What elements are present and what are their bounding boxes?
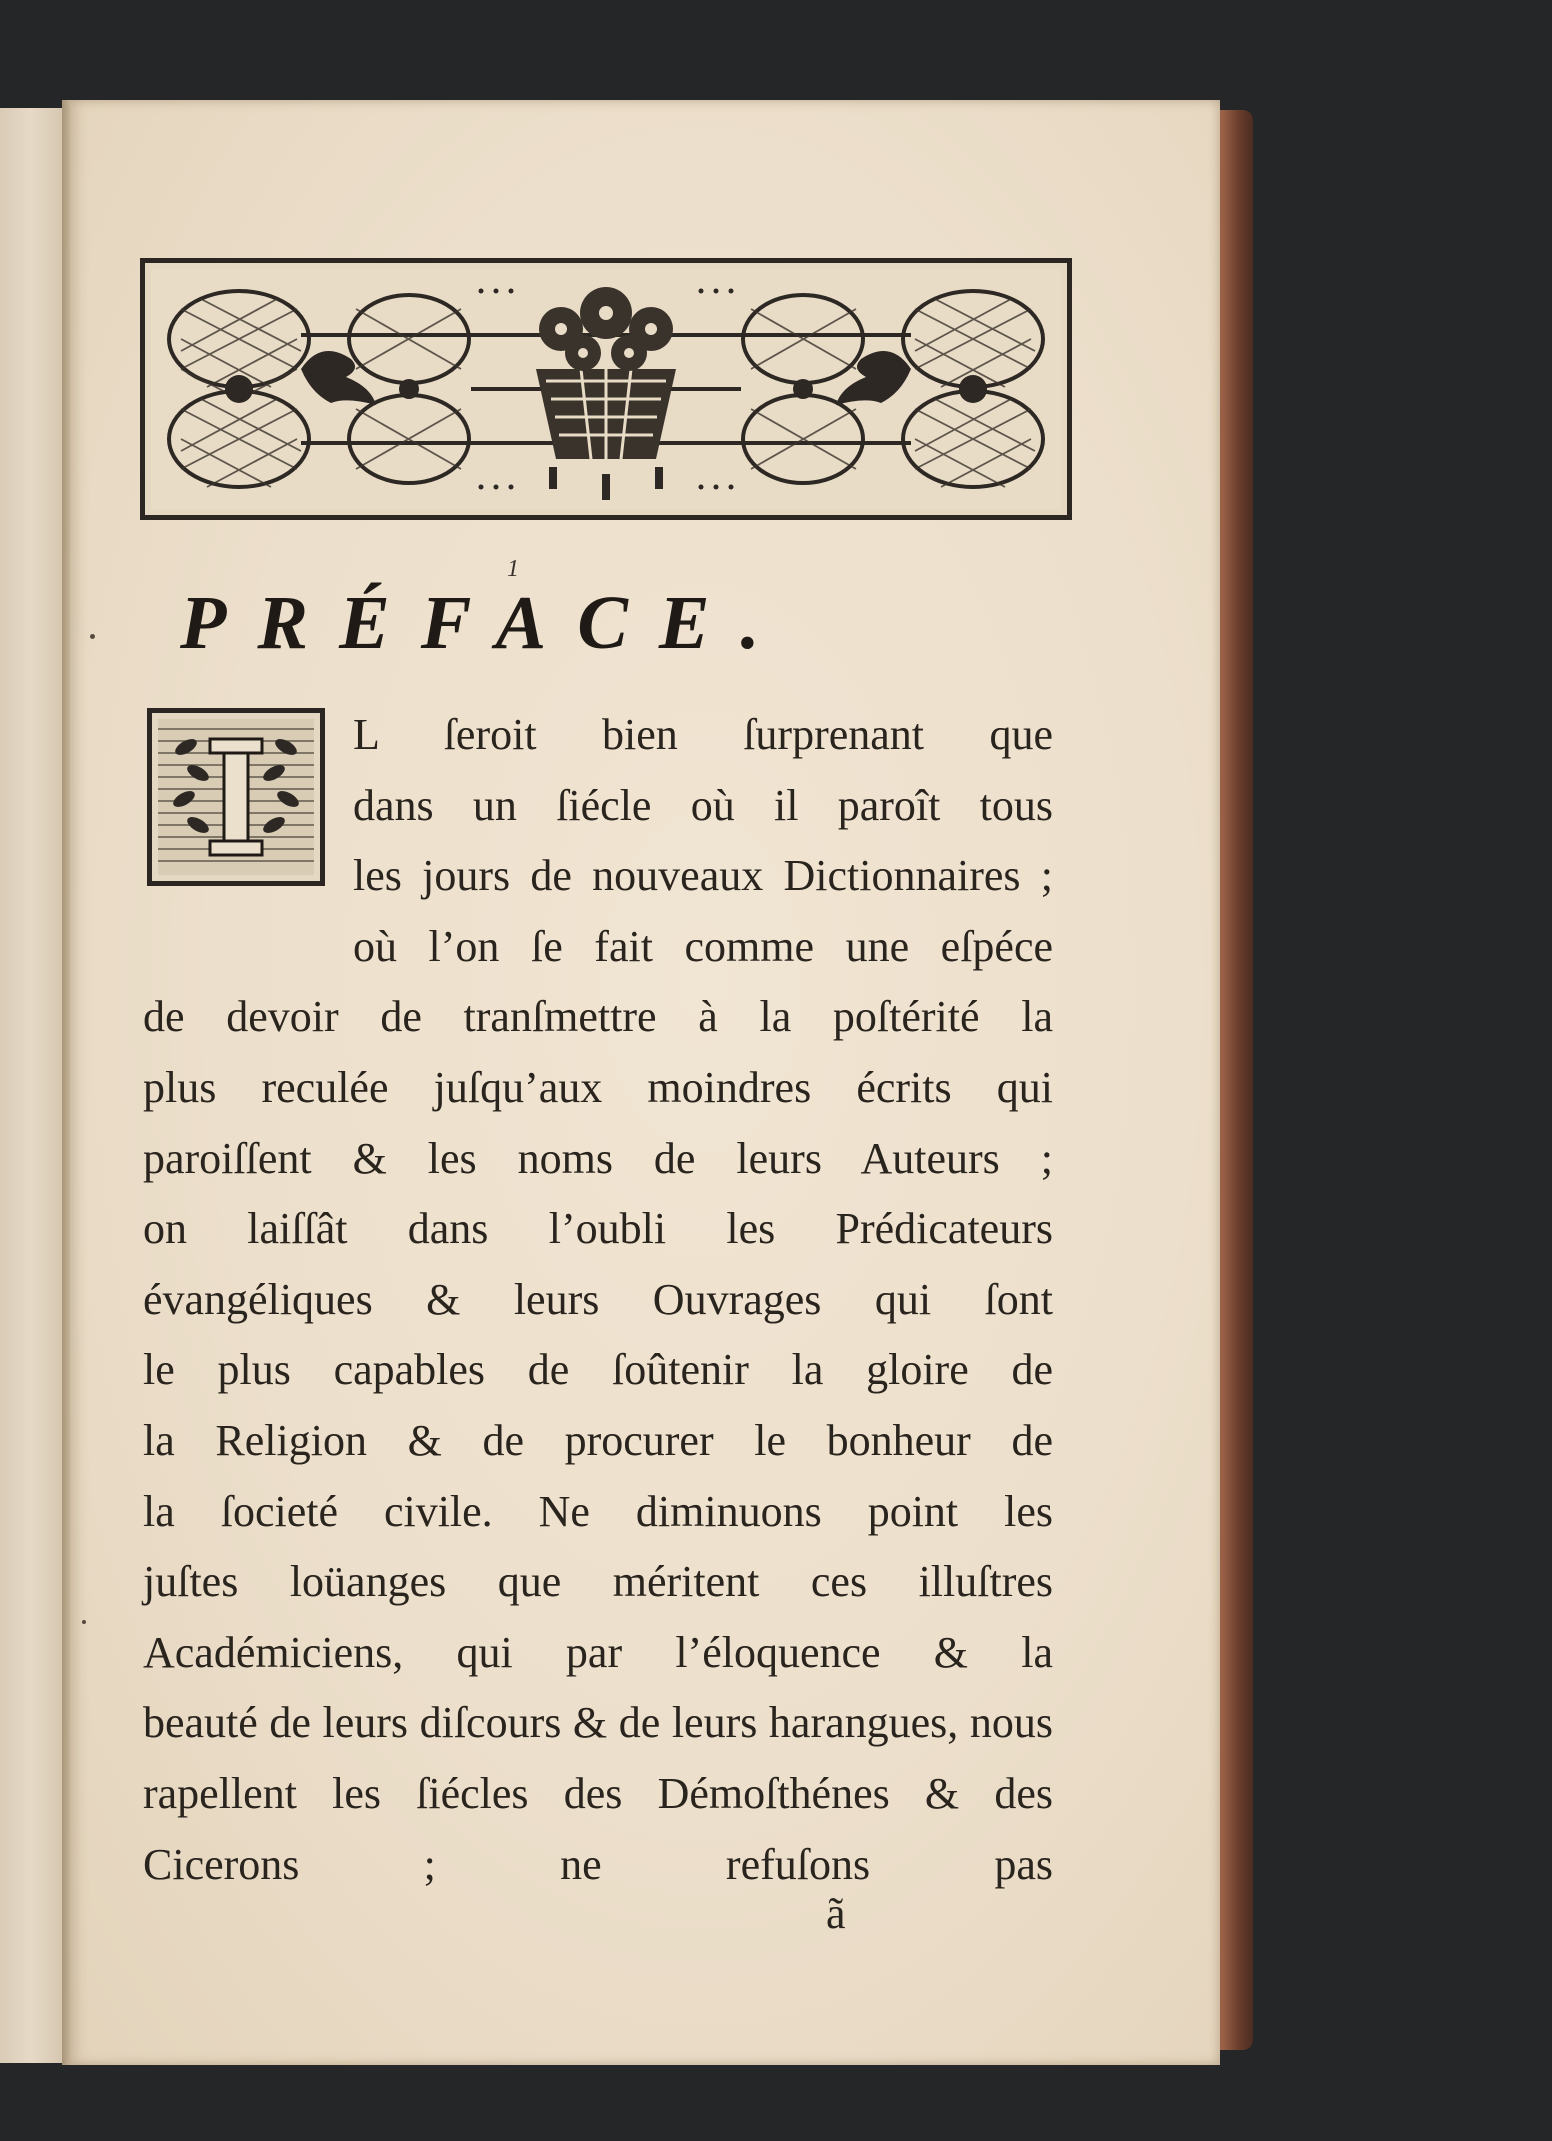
ornamental-headpiece-icon xyxy=(140,258,1072,520)
text-line: les jours de nouveaux Dictionnaires ; où l’on ſe fait comme une eſpéce xyxy=(353,851,1053,971)
page-title: PRÉFACE. xyxy=(180,581,791,665)
text-line: on laiſſât dans l’oubli les Prédicateurs xyxy=(143,1204,1053,1254)
margin-dot xyxy=(90,634,95,639)
page-mark: 1 xyxy=(507,556,519,582)
signature-mark: ã xyxy=(826,1889,846,1938)
text-line: de devoir de tranſmettre à la poſtérité la xyxy=(143,992,1053,1042)
text-line: beauté de leurs diſcours & de leurs harangues, nous rapellent les ſiécles des Démoſthénes & des Cicerons ; ne refuſons pas xyxy=(143,1698,1053,1889)
text-line: la ſocieté civile. Ne diminuons point les xyxy=(143,1486,1053,1536)
text-line: Académiciens, qui par l’éloquence & la xyxy=(143,1627,1053,1677)
body-text xyxy=(143,700,1053,1900)
facing-page-edge xyxy=(0,108,64,2063)
text-line: évangéliques & leurs Ouvrages qui ſont xyxy=(143,1274,1053,1324)
text-line: L ſeroit bien ſurprenant que xyxy=(353,710,1053,759)
text-line: paroiſſent & les noms de leurs Auteurs ; xyxy=(143,1133,1053,1183)
margin-dot xyxy=(82,1620,86,1624)
text-line: la Religion & de procurer le bonheur de xyxy=(143,1415,1053,1465)
text-line: dans un ſiécle où il paroît tous xyxy=(353,780,1053,830)
text-line: plus reculée juſqu’aux moindres écrits qui xyxy=(143,1062,1053,1112)
text-line: juſtes loüanges que méritent ces illuſtres xyxy=(143,1557,1053,1607)
text-line: le plus capables de ſoûtenir la gloire de xyxy=(143,1345,1053,1395)
